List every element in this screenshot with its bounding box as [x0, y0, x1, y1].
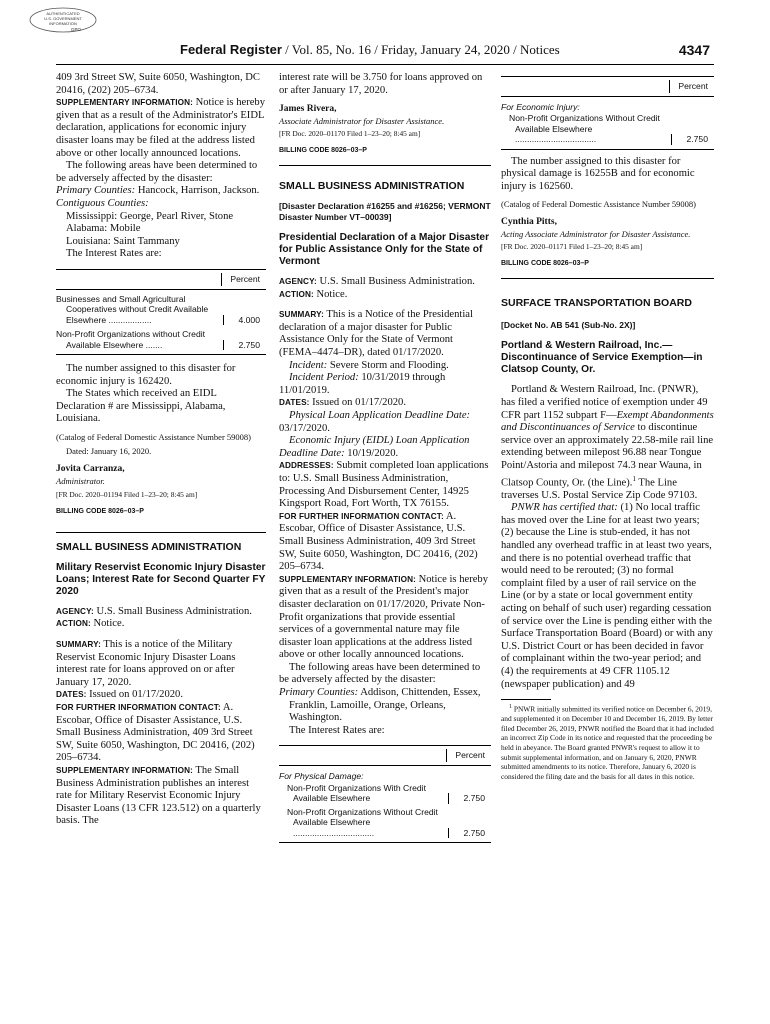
- dates-label: DATES:: [279, 398, 310, 408]
- dates: Issued on 01/17/2020.: [89, 689, 183, 701]
- para2-italic: PNWR has certified that:: [511, 502, 618, 514]
- billing-code: BILLING CODE 8026–03–P: [501, 259, 589, 267]
- pl-date: 03/17/2020.: [279, 422, 330, 434]
- address: 409 3rd Street SW, Suite 6050, Washington, DC 20416, (202) 205–6734.: [56, 72, 260, 96]
- fr-doc: [FR Doc. 2020–01170 Filed 1–23–20; 8:45 am]: [279, 129, 421, 139]
- para2: (1) No local traffic has moved over the Line for at least two years; (2) because the Line is stub-ended, it has not handled any overhead traffic in at least two years, and there is no potential overhead traffic that would need to be rerouted; (3) no formal complaint filed by a user of rail service on the Line (or by a state or local government entity acting on behalf of such user) regarding cessation of service over the Line is pending either with the Surface Transportation Board (Board) or with any U.S. District Court or has been decided in favor of complainant within the two-year period; and (4) the requirements at 49 CFR 1105.12 (newspaper publication) and 49: [501, 502, 713, 690]
- svg-text:U.S. GOVERNMENT: U.S. GOVERNMENT: [44, 16, 82, 21]
- supp: Notice is hereby given that as a result of the President's major disaster declaration on 01/17/2020, Private Non-Profit organizations that provide essential services of a governmental nature may file disaster loan applications at the address listed above or other locally announced locations.: [279, 573, 489, 661]
- footnote-number: 1: [509, 704, 512, 711]
- eidl-label: Economic Injury (EIDL) Loan Application Deadline Date:: [279, 435, 470, 459]
- section-divider: [56, 532, 266, 533]
- agency-label: AGENCY:: [56, 606, 94, 616]
- supp-text: Notice is hereby given that as a result of the Administrator's EIDL declaration, applications for economic injury disaster loans may be filed at the address listed above or other locally announced locations.: [56, 97, 266, 159]
- contig-label: Contiguous Counties:: [56, 197, 149, 209]
- signer: James Rivera,: [279, 104, 337, 115]
- row-desc: Non-Profit Organizations Without Credit Available Elsewhere ..................................: [287, 806, 438, 838]
- header-citation: [180, 42, 560, 58]
- supp2-label: SUPPLEMENTARY INFORMATION:: [56, 765, 193, 775]
- docket-number: [Docket No. AB 541 (Sub-No. 2X)]: [501, 319, 636, 330]
- column-1: [56, 72, 266, 828]
- section-divider: [501, 278, 714, 279]
- number-text: The number assigned to this disaster for economic injury is 162420.: [56, 363, 236, 387]
- contig-al: Alabama: Mobile: [66, 223, 141, 235]
- primary-counties: Hancock, Harrison, Jackson.: [137, 185, 260, 197]
- incident-label: Incident:: [289, 359, 328, 371]
- table-row: [501, 113, 714, 145]
- footnote-rule: [501, 699, 551, 700]
- row-value: 4.000: [223, 315, 266, 326]
- addresses-label: ADDRESSES:: [279, 461, 334, 471]
- row-value: 2.750: [671, 134, 714, 145]
- interest-rate-table: [279, 745, 491, 843]
- agency-label: AGENCY:: [279, 277, 317, 287]
- header-rule: [56, 64, 714, 65]
- interest-rate-table: [501, 76, 714, 150]
- document-title: Portland & Western Railroad, Inc.—Discontinuance of Service Exemption—in Clatsop County, Or.: [501, 340, 703, 376]
- billing-code: BILLING CODE 8026–03–P: [279, 146, 367, 154]
- addresses: Submit completed loan applications to: U.S. Small Business Administration, Processing And Disbursement Center, 14925 Kingsport Road, Fort Worth, TX 76155.: [279, 460, 489, 510]
- page-header: [180, 42, 710, 58]
- rates-intro: The Interest Rates are:: [66, 248, 162, 260]
- catalog: (Catalog of Federal Domestic Assistance Number 59008): [56, 431, 251, 442]
- summary: This is a Notice of the Presidential declaration of a major disaster for Public Assistance Only for the State of Vermont (FEMA–4474–DR), dated 01/17/2020.: [279, 309, 473, 359]
- table-header: Percent: [221, 273, 260, 286]
- svg-text:GPO: GPO: [70, 27, 82, 32]
- table-row: [56, 294, 266, 326]
- contact: A. Escobar, Office of Disaster Assistance, U.S. Small Business Administration, 409 3rd Street SW, Suite 6050, Washington, DC 20416, (202) 205–6734.: [56, 702, 255, 764]
- column-3: [501, 72, 714, 781]
- eidl-date: 10/19/2020.: [347, 447, 399, 459]
- agency: U.S. Small Business Administration.: [96, 605, 252, 617]
- contig-ms: Mississippi: George, Pearl River, Stone: [66, 210, 234, 222]
- para1-b: to discontinue service over an approximately 22.58-mile rail line extending between milepost 96.88 near Tongue Point/Astoria and milepost 74.3 near Wauna, in Clatsop County, Or. (the Line).: [501, 422, 714, 489]
- interest-rate-table: [56, 269, 266, 355]
- action: Notice.: [316, 288, 348, 300]
- continued-text: interest rate will be 3.750 for loans approved on or after January 17, 2020.: [279, 72, 483, 96]
- billing-code: BILLING CODE 8026–03–P: [56, 507, 144, 515]
- table-header: Percent: [669, 80, 708, 93]
- agency-heading: SMALL BUSINESS ADMINISTRATION: [279, 180, 465, 193]
- dated: Dated: January 16, 2020.: [66, 446, 152, 457]
- number-text: The number assigned to this disaster for physical damage is 16255B and for economic injury is 162560.: [501, 155, 695, 192]
- fr-doc: [FR Doc. 2020–01194 Filed 1–23–20; 8:45 am]: [56, 490, 198, 500]
- footnote: PNWR initially submitted its verified notice on December 6, 2019, and supplemented it on December 10 and December 16, 2019. By letter filed December 26, 2019, PNWR notified the Board that it had included an incorrect Zip Code in its notice and requested that the proceeding be held in abeyance. The Board granted PNWR's request to allow it to submit supplemental information, and on January 6, 2020, PNWR submitted amendments to its notice. Therefore, January 6, 2020 is considered the filing date and the basis for all dates in this notice.: [501, 704, 714, 781]
- summary-label: SUMMARY:: [56, 640, 101, 650]
- header-title: Federal Register: [180, 42, 282, 57]
- signer: Jovita Carranza,: [56, 463, 125, 474]
- agency-heading: SMALL BUSINESS ADMINISTRATION: [56, 541, 242, 554]
- row-desc: Businesses and Small Agricultural Cooperatives without Credit Available Elsewhere ..................: [56, 293, 209, 325]
- svg-text:INFORMATION: INFORMATION: [49, 21, 77, 26]
- table-row: [279, 807, 491, 839]
- disaster-declaration: [Disaster Declaration #16255 and #16256; VERMONT Disaster Number VT–00039]: [279, 201, 491, 222]
- signer-title: Administrator.: [56, 475, 105, 486]
- column-2: [279, 72, 491, 843]
- table-header: Percent: [446, 749, 485, 762]
- supp-label: SUPPLEMENTARY INFORMATION:: [56, 98, 193, 108]
- contact-label: FOR FURTHER INFORMATION CONTACT:: [56, 703, 221, 712]
- table-row: [56, 329, 266, 350]
- signer: Cynthia Pitts,: [501, 216, 557, 227]
- supp2: The Small Business Administration publishes an interest rate for Military Reservist Economic Injury Disaster Loans (13 CFR 123.512) on a quarterly basis. The: [56, 764, 261, 827]
- document-title: Military Reservist Economic Injury Disaster Loans; Interest Rate for Second Quarter FY 2020: [56, 561, 266, 597]
- summary-label: SUMMARY:: [279, 310, 324, 320]
- table-row: [279, 783, 491, 804]
- row-value: 2.750: [448, 793, 491, 804]
- period: 10/31/2019 through 11/01/2019.: [279, 372, 446, 396]
- action-label: ACTION:: [56, 619, 91, 629]
- para1-c: The Line traverses U.S. Postal Service Zip Code 97103.: [501, 477, 698, 501]
- header-info: / Vol. 85, No. 16 / Friday, January 24, 2020 / Notices: [281, 42, 560, 57]
- primary-counties: Addison, Chittenden, Essex, Franklin, Lamoille, Orange, Orleans, Washington.: [289, 687, 481, 724]
- dates-label: DATES:: [56, 690, 87, 700]
- section-divider: [279, 165, 491, 166]
- row-desc: Non-Profit Organizations without Credit Available Elsewhere .......: [56, 329, 206, 350]
- summary: This is a notice of the Military Reservist Economic Injury Disaster Loans interest rate for loans approved on or after January 17, 2020.: [56, 639, 236, 688]
- signer-title: Acting Associate Administrator for Disaster Assistance.: [501, 228, 691, 239]
- table-group: For Physical Damage:: [279, 771, 364, 782]
- svg-text:AUTHENTICATED: AUTHENTICATED: [46, 11, 80, 16]
- dates: Issued on 01/17/2020.: [312, 397, 406, 409]
- row-desc: Non-Profit Organizations Without Credit Available Elsewhere ..................................: [509, 113, 660, 145]
- states-text: The States which received an EIDL Declaration # are Mississippi, Alabama, Louisiana.: [56, 388, 226, 425]
- primary-label: Primary Counties:: [279, 687, 359, 699]
- row-value: 2.750: [223, 340, 266, 351]
- agency-heading: SURFACE TRANSPORTATION BOARD: [501, 297, 692, 310]
- contig-la: Louisiana: Saint Tammany: [66, 235, 180, 247]
- contact-label: FOR FURTHER INFORMATION CONTACT:: [279, 511, 444, 521]
- agency: U.S. Small Business Administration.: [319, 276, 475, 288]
- supp-label: SUPPLEMENTARY INFORMATION:: [279, 574, 416, 584]
- primary-label: Primary Counties:: [56, 185, 136, 197]
- rates-intro: The Interest Rates are:: [289, 724, 385, 736]
- signer-title: Associate Administrator for Disaster Assistance.: [279, 115, 445, 126]
- areas-intro: The following areas have been determined to be adversely affected by the disaster:: [279, 661, 481, 686]
- document-title: Presidential Declaration of a Major Disaster for Public Assistance Only for the State of Vermont: [279, 232, 490, 268]
- pl-label: Physical Loan Application Deadline Date:: [289, 410, 471, 421]
- period-label: Incident Period:: [289, 372, 359, 384]
- contact: A. Escobar, Office of Disaster Assistance, U.S. Small Business Administration, 409 3rd Street SW, Suite 6050, Washington, DC 20416, (202) 205–6734.: [279, 510, 478, 573]
- fr-doc: [FR Doc. 2020–01171 Filed 1–23–20; 8:45 am]: [501, 242, 643, 252]
- gpo-authenticated-logo: [28, 6, 98, 36]
- row-value: 2.750: [448, 828, 491, 839]
- incident: Severe Storm and Flooding.: [329, 359, 449, 371]
- table-group: For Economic Injury:: [501, 101, 580, 112]
- areas-intro: The following areas have been determined to be adversely affected by the disaster:: [56, 160, 258, 184]
- catalog: (Catalog of Federal Domestic Assistance Number 59008): [501, 199, 696, 210]
- row-desc: Non-Profit Organizations With Credit Available Elsewhere: [287, 782, 426, 804]
- action: Notice.: [93, 618, 125, 630]
- para1-italic: Exempt Abandonments and Discontinuances of Service: [501, 409, 714, 434]
- footnote-ref: 1: [632, 474, 636, 483]
- para1-a: Portland & Western Railroad, Inc. (PNWR), has filed a verified notice of exemption under 49 CFR part 1152 subpart F—: [501, 384, 708, 421]
- action-label: ACTION:: [279, 289, 314, 299]
- page-number: 4347: [678, 42, 710, 58]
